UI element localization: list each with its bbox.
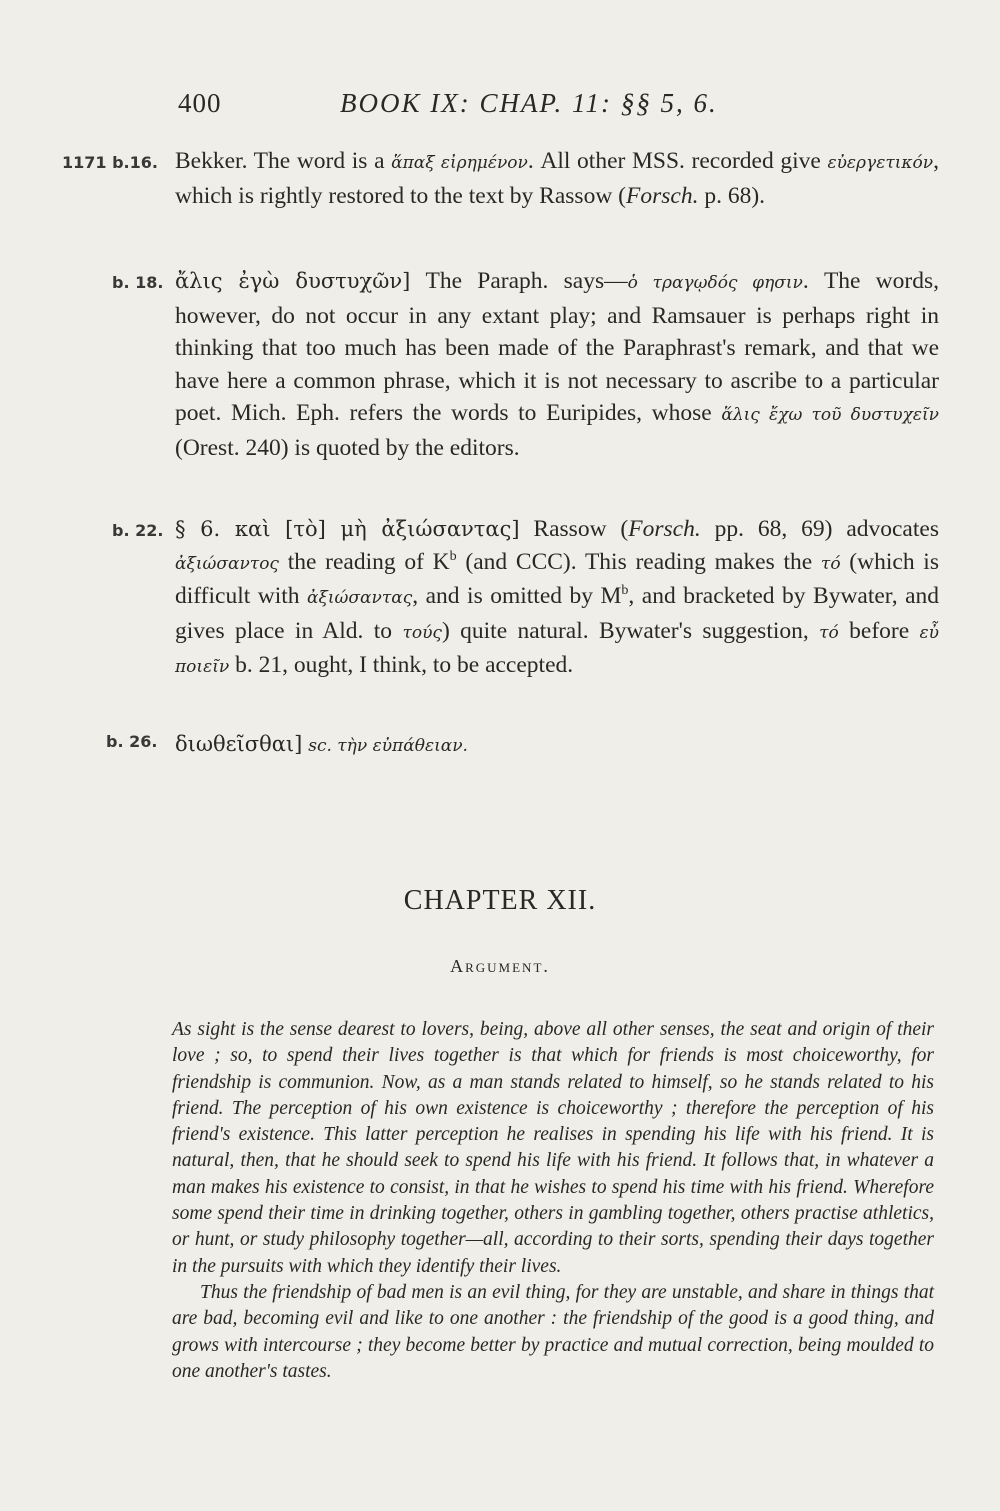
argument-text (172, 1017, 934, 1385)
note-lemma: ἄλις ἐγὼ δυστυχῶν] (175, 269, 411, 293)
note-text: § 6. καὶ [τὸ] μὴ ἀξιώσαντας] Rassow (Forsch. pp. 68, 69) advocates ἀξιώσαντος the reading of $K^b$ (and CCC). This reading makes the τό (which is difficult with ἀξιώσαντας, and is omitted by $M^b$, and bracketed by Bywater, and gives place in Ald. to τούς) quite natural. Bywater's suggestion, τό before εὖ ποιεῖν b. 21, ought, I think, to be accepted. (175, 516, 940, 678)
argument-paragraph: As sight is the sense dearest to lovers, being, above all other senses, the seat and origin of their love ; so, to spend their lives together is that which for friends is most choiceworthy, for friendship is communion. Now, as a man stands related to himself, so he stands related to his friend. The perception of his own existence is choiceworthy ; therefore the perception of his friend's existence. This latter perception he realises in spending his life with his friend. It is natural, then, that he should seek to spend his life with his friend. It follows that, in whatever a man makes his existence to consist, in that he wishes to spend his time with his friend. Wherefore some spend their time in drinking together, others in gambling together, others practise athletics, or hunt, or study philosophy together—all, according to their sorts, spending their days together in the pursuits with which they identify their lives. (172, 1019, 934, 1277)
note-text (175, 728, 939, 763)
note-gloss: sc. τὴν εὐπάθειαν. (308, 736, 468, 756)
note-reference: b. 18. (112, 273, 164, 292)
note-reference: b. 22. (112, 521, 164, 540)
note-text: ἄλις ἐγὼ δυστυχῶν] The Paraph. says—ὁ τραγῳδός φησιν. The words, however, do not occur in any extant play; and Ramsauer is perhaps right in thinking that too much has been made of the Paraphrast's remark, and that we have here a common phrase, which it is not necessary to ascribe to a particular poet. Mich. Eph. refers the words to Euripides, whose ἅλις ἔχω τοῦ δυστυχεῖν (Orest. 240) is quoted by the editors. (175, 268, 939, 461)
note-lemma: διωθεῖσθαι] (175, 732, 303, 756)
running-title: BOOK IX: CHAP. 11: §§ 5, 6. (340, 88, 718, 118)
argument-paragraph: Thus the friendship of bad men is an evil thing, for they are unstable, and share in things that are bad, becoming evil and like to one another : the friendship of the good is a good thing, and grows with intercourse ; they become better by practice and mutual correction, being moulded to one another's tastes. (172, 1281, 934, 1382)
note-text: Bekker. The word is a ἅπαξ εἰρημένον. All other MSS. recorded give εὐεργετικόν, which is rightly restored to the text by Rassow (Forsch. p. 68). (175, 148, 939, 209)
note-reference: 1171 b.16. (62, 153, 158, 172)
page-number: 400 (178, 88, 222, 118)
chapter-title: CHAPTER XII. (403, 885, 597, 916)
note-lemma: § 6. καὶ [τὸ] μὴ ἀξιώσαντας] (175, 517, 520, 541)
note-reference: b. 26. (106, 732, 158, 751)
argument-heading: Argument. (450, 956, 550, 976)
